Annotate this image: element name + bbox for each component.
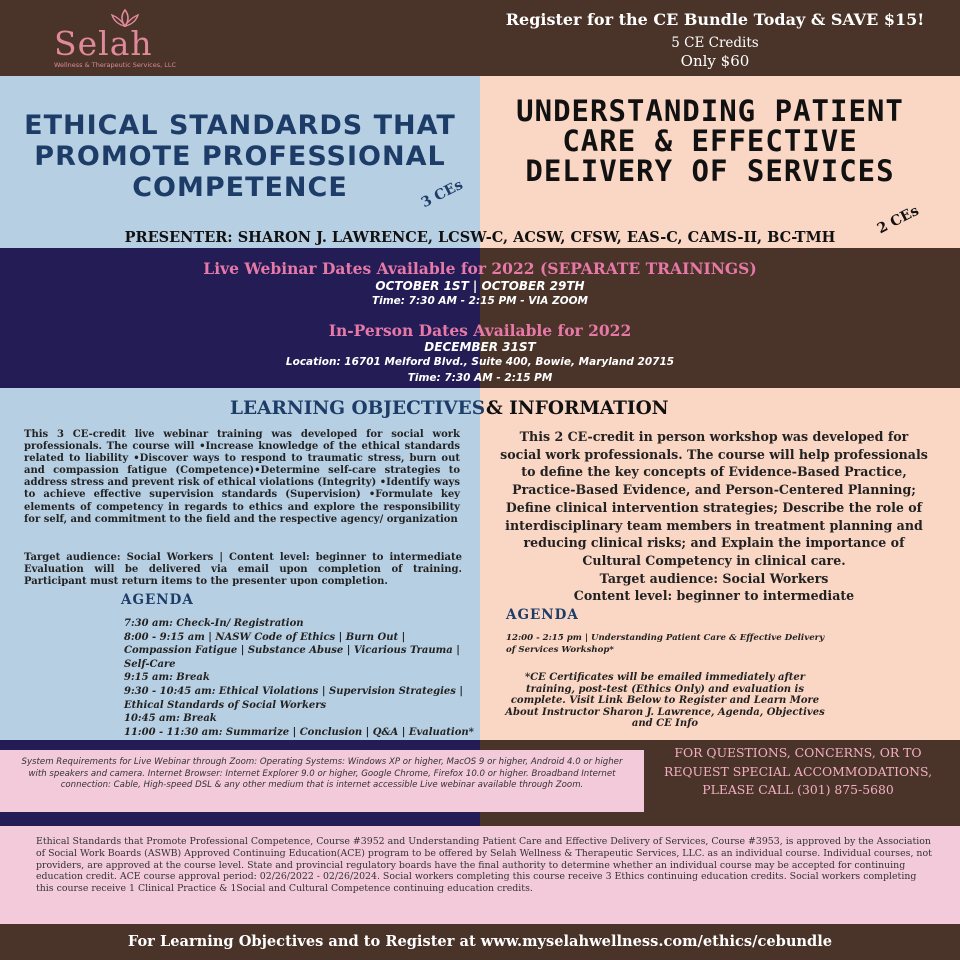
course1-title: ETHICAL STANDARDS THAT PROMOTE PROFESSIONAL COMPETENCE xyxy=(24,110,456,203)
in-person-heading: In-Person Dates Available for 2022 xyxy=(328,321,632,340)
course2-description-block xyxy=(498,428,930,605)
agenda-item: 9:15 am: Break xyxy=(124,672,210,684)
course2-agenda: 12:00 - 2:15 pm | Understanding Patient Care & Effective Delivery of Services Workshop* xyxy=(506,633,825,655)
ce-certificate-note: *CE Certificates will be emailed immediately after training, post-test (Ethics Only) and evaluation is complete. Visit Link Below to Register and Learn More About Instructor Sharon J. Lawrence, Agenda, Objectives and CE Info xyxy=(505,672,825,729)
logo-wordmark: Selah xyxy=(54,24,153,63)
course2-level: Content level: beginner to intermediate xyxy=(573,588,855,604)
course1-agenda-heading: AGENDA xyxy=(121,592,194,608)
agenda-item: 9:30 - 10:45 am: Ethical Violations | Supervision Strategies | Ethical Standards of Social Workers xyxy=(124,685,464,711)
registration-link[interactable]: For Learning Objectives and to Register at www.myselahwellness.com/ethics/cebundle xyxy=(0,924,960,960)
in-person-date: DECEMBER 31ST xyxy=(424,340,536,354)
course1-ce-badge: 3 CEs xyxy=(418,176,466,212)
course2-title: UNDERSTANDING PATIENT CARE & EFFECTIVE DELIVERY OF SERVICES xyxy=(516,94,904,188)
contact-info: FOR QUESTIONS, CONCERNS, OR TO REQUEST SPECIAL ACCOMMODATIONS, PLEASE CALL (301) 875-5680 xyxy=(663,745,933,797)
course2-agenda-heading: AGENDA xyxy=(506,607,579,623)
agenda-item: 7:30 am: Check-In/ Registration xyxy=(124,618,304,629)
bundle-promo xyxy=(470,10,960,70)
agenda-item: 11:00 - 11:30 am: Summarize | Conclusion | Q&A | Evaluation* xyxy=(124,726,474,738)
promo-headline: Register for the CE Bundle Today & SAVE $15! xyxy=(505,10,925,29)
promo-credits: 5 CE Credits xyxy=(671,35,759,51)
in-person-location: Location: 16701 Melford Blvd., Suite 400, Bowie, Maryland 20715 xyxy=(285,356,675,368)
webinar-time: Time: 7:30 AM - 2:15 PM - VIA ZOOM xyxy=(371,295,588,307)
course2-ce-badge: 2 CEs xyxy=(874,202,922,238)
in-person-time: Time: 7:30 AM - 2:15 PM xyxy=(407,372,553,384)
information-heading: & INFORMATION xyxy=(486,398,669,419)
agenda-item: 8:00 - 9:15 am | NASW Code of Ethics | Burn Out | Compassion Fatigue | Substance Abuse | Vicarious Trauma | Self-Care xyxy=(124,631,460,670)
selah-logo xyxy=(40,6,200,70)
course2-audience: Target audience: Social Workers xyxy=(599,570,829,586)
webinar-heading: Live Webinar Dates Available for 2022 (SEPARATE TRAININGS) xyxy=(203,259,757,278)
promo-price: Only $60 xyxy=(680,52,750,70)
agenda-item: 10:45 am: Break xyxy=(124,713,217,725)
webinar-dates: OCTOBER 1ST | OCTOBER 29TH xyxy=(375,279,585,293)
presenter-line: PRESENTER: SHARON J. LAWRENCE, LCSW-C, ACSW, CFSW, EAS-C, CAMS-II, BC-TMH xyxy=(124,229,836,246)
logo-tagline: Wellness & Therapeutic Services, LLC xyxy=(54,61,177,69)
objectives-heading: LEARNING OBJECTIVES xyxy=(230,398,486,419)
course1-agenda xyxy=(124,617,474,739)
system-requirements: System Requirements for Live Webinar through Zoom: Operating Systems: Windows XP or higher, MacOS 9 or higher, Android 4.0 or higher with speakers and camera. Internet Browser: Internet Explorer 9.0 or higher, Google Chrome, Firefox 10.0 or higher. Broadband Internet connection: Cable, High-speed DSL & any other medium that is internet accessible Live webinar available through Zoom. xyxy=(0,750,644,812)
aswb-approval-statement: Ethical Standards that Promote Professional Competence, Course #3952 and Understanding Patient Care and Effective Delivery of Services, Course #3953, is approved by the Association of Social Work Boards (ASWB) Approved Continuing Education(ACE) program to be offered by Selah Wellness & Therapeutic Services, LLC. as an individual course. Individual courses, not providers, are approved at the course level. State and provincial regulatory boards have the final authority to determine whether an individual course may be accepted for continuing education credit. ACE course approval period: 02/26/2022 - 02/26/2024. Social workers completing this course receive 3 Ethics continuing education credits. Social workers completing this course receive 1 Clinical Practice & 1Social and Cultural Competence continuing education credits. xyxy=(0,826,960,924)
course1-description: This 3 CE-credit live webinar training was developed for social work professionals. The course will •Increase knowledge of the ethical standards related to liability •Discover ways to respond to traumatic stress, burn out and compassion fatigue (Competence)•Determine self-care strategies to address stress and prevent risk of ethical violations (Integrity) •Identify ways to achieve effective supervision standards (Supervision) •Formulate key elements of competency in regards to ethics and explore the responsibility for self, and commitment to the field and the respective agency/ organization xyxy=(24,429,460,525)
course2-description: This 2 CE-credit in person workshop was developed for social work professionals. The course will help professionals to define the key concepts of Evidence-Based Practice, Practice-Based Evidence, and Person-Centered Planning; Define clinical intervention strategies; Describe the role of interdisciplinary team members in treatment planning and reducing clinical risks; and Explain the importance of Cultural Competency in clinical care. xyxy=(500,429,928,568)
course1-audience: Target audience: Social Workers | Content level: beginner to intermediate Evaluation will be delivered via email upon completion of training. Participant must return items to the presenter upon completion. xyxy=(24,552,462,588)
